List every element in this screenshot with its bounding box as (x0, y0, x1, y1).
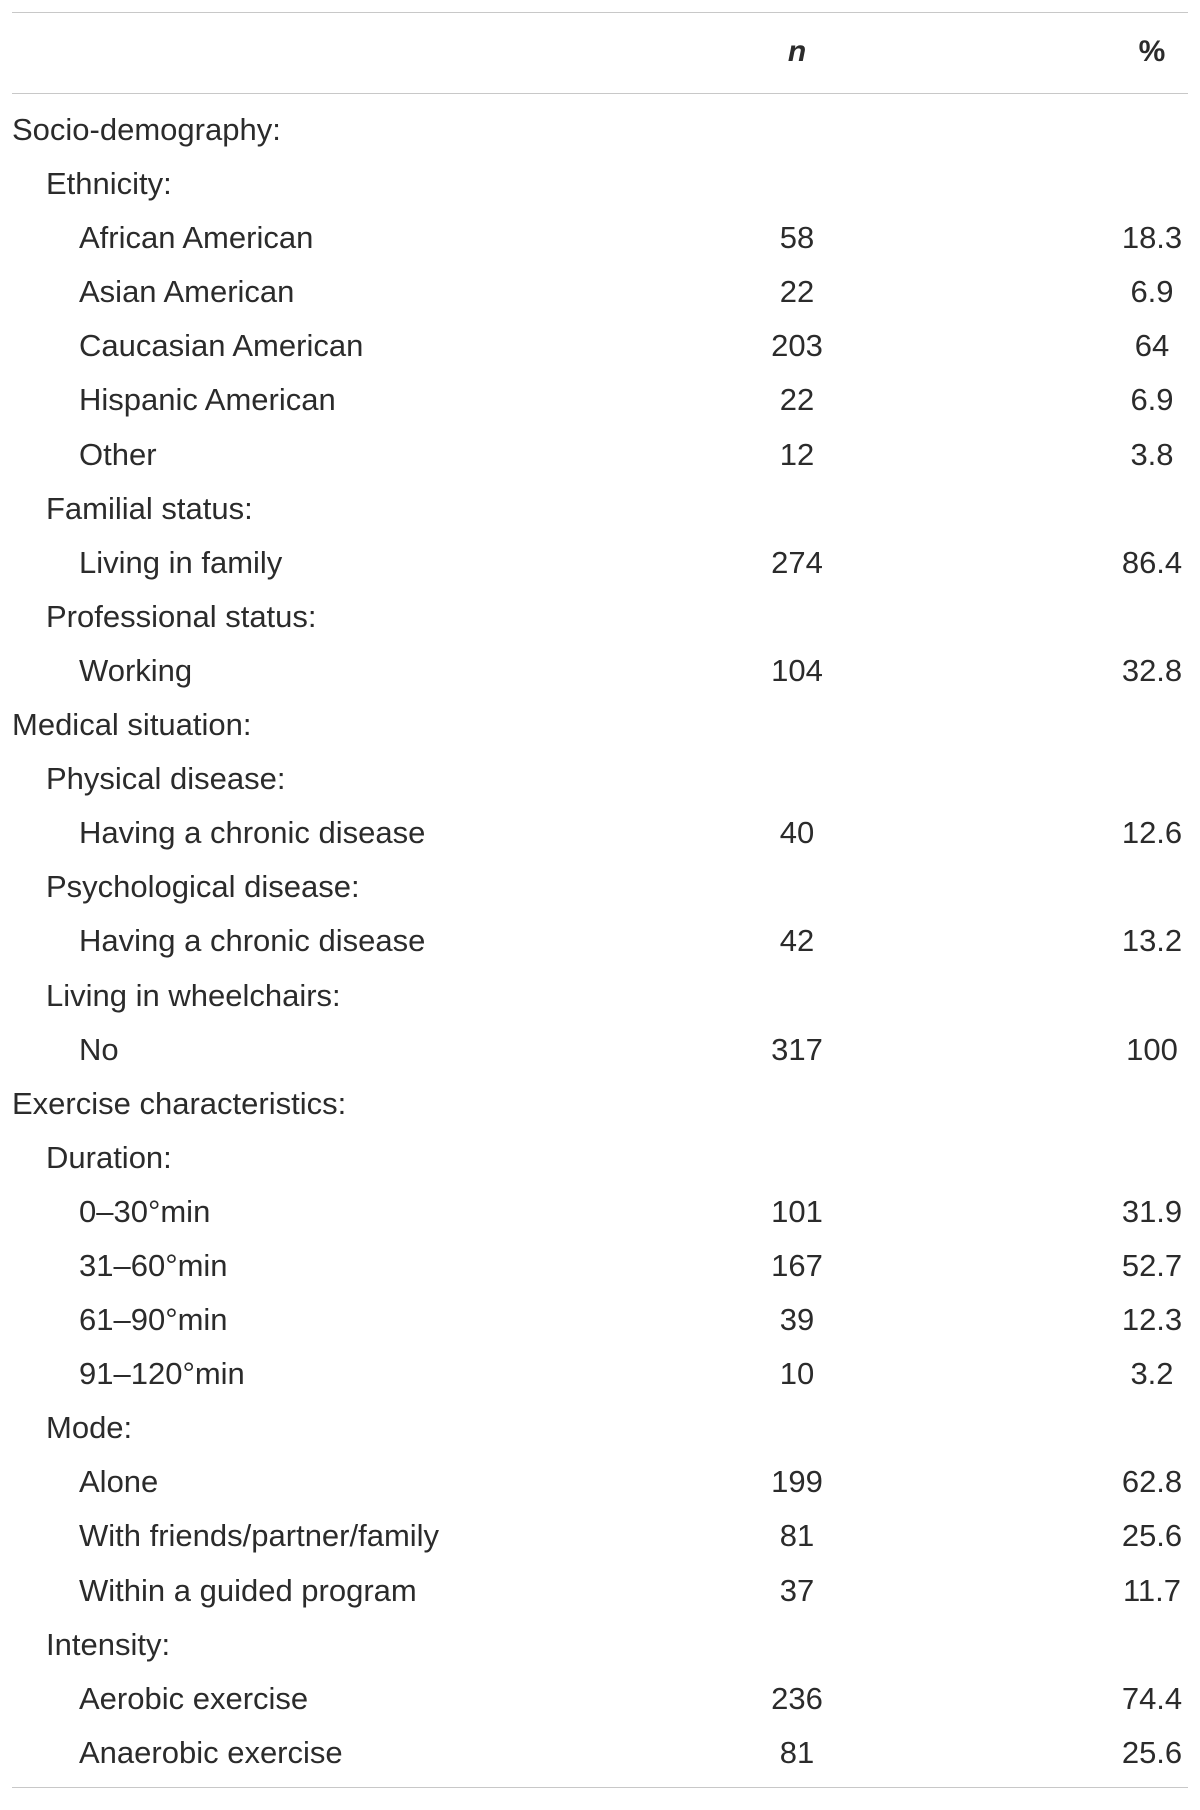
table-row (12, 535, 1188, 589)
section-heading-row (12, 697, 1188, 751)
section-heading-row (12, 481, 1188, 535)
table-row (12, 210, 1188, 264)
row-n-value: 199 (771, 1464, 823, 1500)
row-label: Having a chronic disease (79, 815, 426, 851)
row-percent-value: 25.6 (1121, 1734, 1183, 1770)
row-label: Having a chronic disease (79, 923, 426, 959)
row-percent-value: 62.8 (1121, 1464, 1183, 1500)
row-n-value: 236 (771, 1680, 823, 1716)
section-heading-row (12, 102, 1188, 156)
table-row (12, 1508, 1188, 1562)
table-row (12, 1022, 1188, 1076)
row-n-value: 81 (779, 1734, 815, 1770)
row-n-value: 12 (779, 436, 815, 472)
table-row (12, 805, 1188, 859)
row-percent-value: 64 (1134, 328, 1170, 364)
row-label: African American (79, 220, 314, 256)
row-percent-value: 52.7 (1121, 1247, 1183, 1283)
row-label: Caucasian American (79, 328, 364, 364)
row-percent-value: 11.7 (1122, 1572, 1182, 1608)
row-label: 31–60°min (79, 1247, 228, 1283)
table-row (12, 643, 1188, 697)
row-label: Duration: (46, 1139, 172, 1175)
row-n-value: 39 (779, 1302, 815, 1338)
section-heading-row (12, 1130, 1188, 1184)
row-n-value: 81 (779, 1518, 815, 1554)
row-n-value: 22 (779, 274, 815, 310)
row-percent-value: 18.3 (1121, 220, 1183, 256)
row-label: Psychological disease: (46, 869, 360, 905)
row-n-value: 317 (771, 1031, 823, 1067)
row-label: Alone (79, 1464, 159, 1500)
row-label: Ethnicity: (46, 166, 172, 202)
table-row (12, 427, 1188, 481)
row-n-value: 10 (779, 1356, 815, 1392)
row-label: Intensity: (46, 1626, 171, 1662)
row-label: Exercise characteristics: (12, 1085, 347, 1121)
table-header (12, 13, 1188, 93)
table-row (12, 1346, 1188, 1400)
row-n-value: 58 (779, 220, 815, 256)
row-label: Asian American (79, 274, 295, 310)
row-label: Within a guided program (79, 1572, 417, 1608)
row-label: Familial status: (46, 490, 253, 526)
section-heading-row (12, 859, 1188, 913)
row-label: Aerobic exercise (79, 1680, 309, 1716)
row-n-value: 40 (779, 815, 815, 851)
table-row (12, 1454, 1188, 1508)
row-label: Socio-demography: (12, 112, 281, 147)
table-row (12, 1671, 1188, 1725)
section-heading-row (12, 751, 1188, 805)
row-percent-value: 6.9 (1130, 382, 1174, 418)
row-label: 0–30°min (79, 1193, 211, 1229)
section-heading-row (12, 156, 1188, 210)
row-label: 91–120°min (79, 1356, 245, 1392)
table-row (12, 1184, 1188, 1238)
row-percent-value: 13.2 (1121, 923, 1183, 959)
row-n-value: 101 (771, 1193, 823, 1229)
table-row (12, 264, 1188, 318)
row-percent-value: 12.3 (1121, 1302, 1183, 1338)
row-percent-value: 31.9 (1121, 1193, 1183, 1229)
row-label: Working (79, 652, 193, 688)
row-n-value: 104 (771, 652, 823, 688)
table-row (12, 1725, 1188, 1779)
table-row (12, 318, 1188, 372)
row-percent-value: 25.6 (1121, 1518, 1183, 1554)
row-label: Anaerobic exercise (79, 1734, 343, 1770)
table-row (12, 1238, 1188, 1292)
row-percent-value: 12.6 (1121, 815, 1183, 851)
row-n-value: 22 (779, 382, 815, 418)
row-percent-value: 3.8 (1130, 436, 1174, 472)
row-label: Physical disease: (46, 761, 286, 797)
header-percent: % (1138, 35, 1166, 68)
row-label: Mode: (46, 1410, 133, 1446)
table-row (12, 1292, 1188, 1346)
table-body (12, 94, 1188, 1787)
table-row (12, 913, 1188, 967)
row-label: Other (79, 436, 157, 472)
table-row (12, 1563, 1188, 1617)
row-percent-value: 100 (1126, 1031, 1178, 1067)
header-n: n (787, 35, 807, 68)
data-table (12, 12, 1188, 1788)
section-heading-row (12, 968, 1188, 1022)
row-percent-value: 74.4 (1121, 1680, 1183, 1716)
row-label: Professional status: (46, 598, 317, 634)
section-heading-row (12, 1400, 1188, 1454)
row-label: Hispanic American (79, 382, 336, 418)
section-heading-row (12, 589, 1188, 643)
row-percent-value: 32.8 (1121, 652, 1183, 688)
row-n-value: 167 (771, 1247, 823, 1283)
row-n-value: 274 (771, 544, 823, 580)
bottom-rule (12, 1787, 1188, 1788)
row-percent-value: 3.2 (1130, 1356, 1174, 1392)
row-label: With friends/partner/family (79, 1518, 440, 1554)
row-label: 61–90°min (79, 1302, 228, 1338)
row-n-value: 37 (779, 1572, 815, 1608)
section-heading-row (12, 1617, 1188, 1671)
row-label: Medical situation: (12, 707, 252, 743)
section-heading-row (12, 1076, 1188, 1130)
row-percent-value: 86.4 (1121, 544, 1183, 580)
row-percent-value: 6.9 (1130, 274, 1174, 310)
table-row (12, 372, 1188, 426)
row-n-value: 203 (771, 328, 823, 364)
row-label: No (79, 1031, 119, 1067)
row-n-value: 42 (779, 923, 815, 959)
row-label: Living in family (79, 544, 283, 580)
row-label: Living in wheelchairs: (46, 977, 341, 1013)
